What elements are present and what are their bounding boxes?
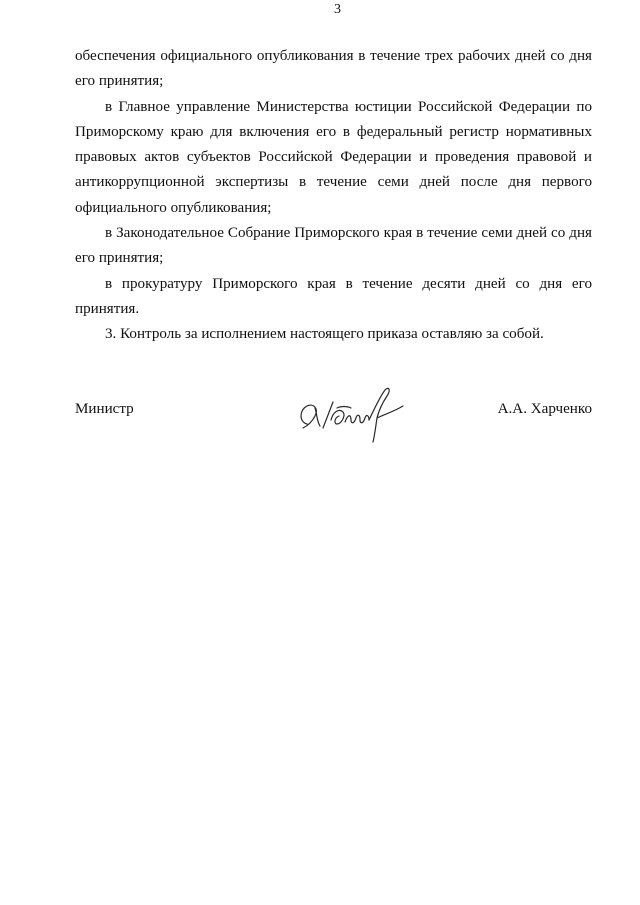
signatory-title: Министр [75,401,134,417]
paragraph-legislative-assembly: в Законодательное Собрание Приморского края в течение семи дней со дня его принятия; [75,225,592,267]
paragraph-control: 3. Контроль за исполнением настоящего приказа оставляю за собой. [105,326,544,343]
paragraph-continuation: обеспечения официального опубликования в течение трех рабочих дней со дня его принятия; [75,48,592,90]
signatory-name: А.А. Харченко [497,401,592,417]
handwritten-signature [293,384,413,450]
page-number: 3 [334,2,341,17]
paragraph-justice-ministry: в Главное управление Министерства юстиции Российской Федерации по Приморскому краю для включения его в федеральный регистр нормативных правовых актов субъектов Российской Федерации и проведения правовой и антикоррупционной экспертизы в течение семи дней после дня первого официального опубликования; [75,98,592,216]
signature-block [75,398,592,458]
paragraph-prosecutor: в прокуратуру Приморского края в течение десяти дней со дня его принятия. [75,275,592,317]
document-body [75,44,592,348]
